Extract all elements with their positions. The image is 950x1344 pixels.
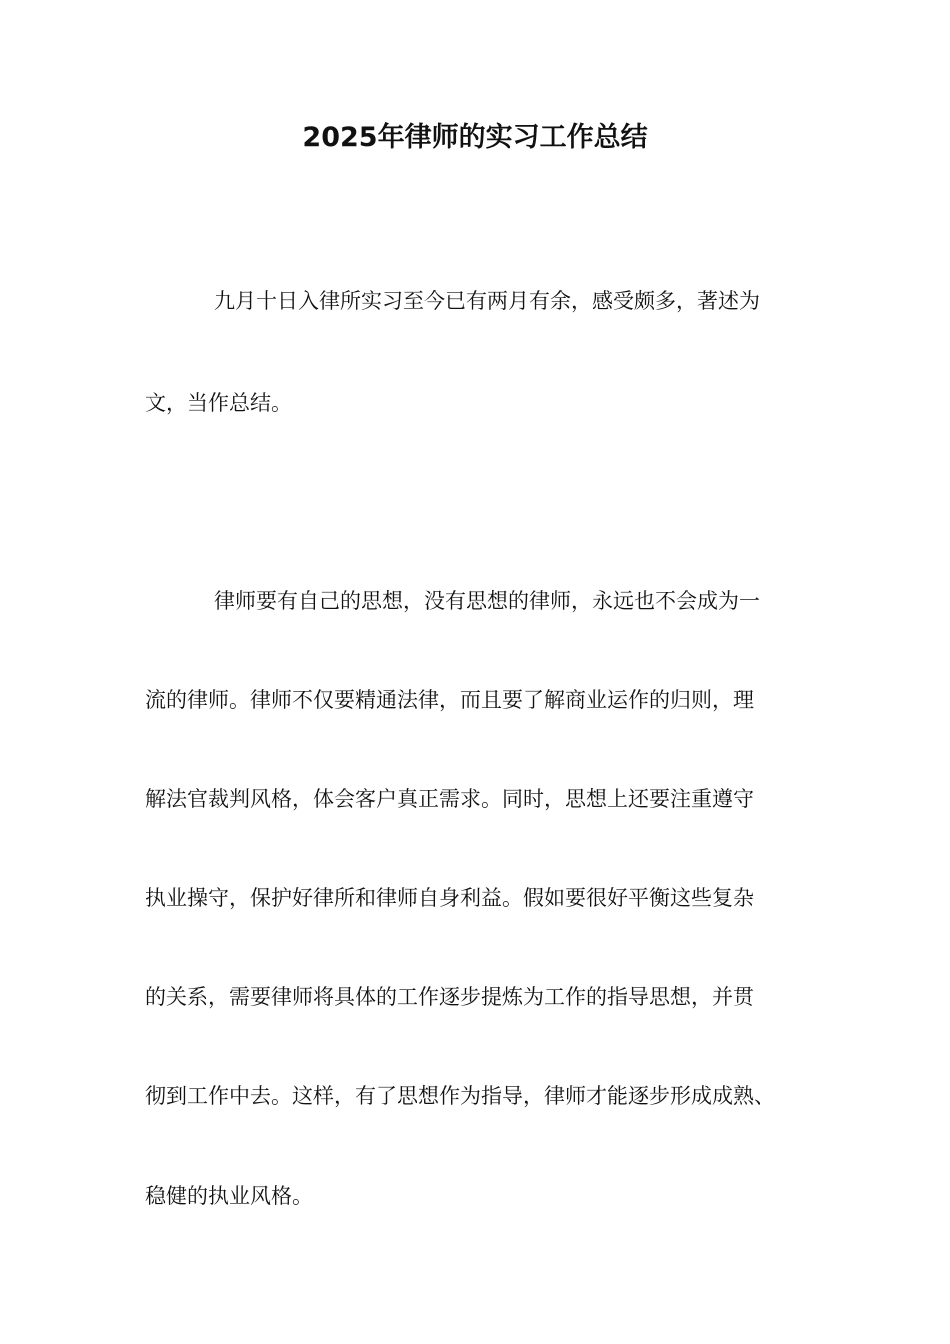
paragraph-1-line-2: 文，当作总结。 [145,391,292,415]
paragraph-2-line-3: 解法官裁判风格，体会客户真正需求。同时，思想上还要注重遵守 [145,787,754,811]
paragraph-2-line-5: 的关系，需要律师将具体的工作逐步提炼为工作的指导思想，并贯 [145,985,754,1009]
paragraph-1-line-1: 九月十日入律所实习至今已有两月有余，感受颇多，著述为 [214,289,760,313]
paragraph-2-line-4: 执业操守，保护好律所和律师自身利益。假如要很好平衡这些复杂 [145,886,754,910]
document-title: 2025年律师的实习工作总结 [302,122,648,153]
paragraph-2-line-6: 彻到工作中去。这样，有了思想作为指导，律师才能逐步形成成熟、 [145,1084,775,1108]
paragraph-2-line-1: 律师要有自己的思想，没有思想的律师，永远也不会成为一 [214,589,760,613]
paragraph-2-line-2: 流的律师。律师不仅要精通法律，而且要了解商业运作的归则，理 [145,688,754,712]
paragraph-2-line-7: 稳健的执业风格。 [145,1184,313,1208]
